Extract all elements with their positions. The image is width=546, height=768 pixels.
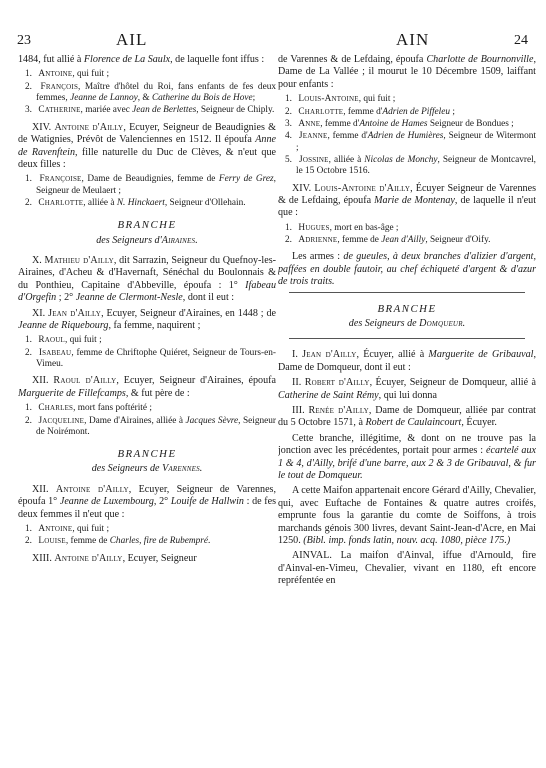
italic-text: Jeanne de Clermont-Nesle [75,292,183,304]
branch-heading: BRANCHE [117,219,177,232]
divider [289,292,525,293]
text-run: , de laquelle font iffus : [170,54,265,65]
small-caps-name: Jean d'Ailly [302,349,357,361]
italic-text: de gueules, à deux branches d'alizier d'argent, paffées en double fautoir, au chef échiqueté d'argent & d'azur de trois traits. [278,251,536,288]
text-run: , Dame de Domqueur, dont il eut : [278,349,536,373]
list-number: 2. [25,536,32,547]
list-number: 4. [285,131,292,142]
children-list [18,335,276,370]
branch-heading: BRANCHE [377,302,437,315]
paragraph [278,485,536,547]
paragraph [18,375,276,400]
text-run: , qui fuit ; [72,524,110,535]
paragraph [18,553,276,565]
list-item [18,69,276,80]
text-run: , Seigneur de Witermont ; [296,131,536,153]
text-run: , Écuyer. [461,417,497,429]
text-run: AINVAL. La maifon d'Ainval, iffue d'Arnould, fire d'Ainval-en-Vimeu, Chevalier, vivant en 1180, eft encore repréfentée en [278,550,536,587]
text-run: , 2° [153,496,171,508]
text-run: , Ecuyer, Seigneur de Varennes, époufa 1° [18,483,276,508]
list-number: 1. [25,174,32,185]
small-caps-name: François [40,81,79,92]
italic-text: Louife de Hallwin [170,496,244,508]
text-run: , & [137,93,152,104]
list-number: 1. [25,335,32,346]
small-caps-name: Jossine [299,154,329,165]
list-item [278,107,536,118]
text-run: , Dame de Beaudignies, femme de [81,174,219,185]
text-run: , dont il eut : [182,292,235,304]
italic-text: Jean de Berlettes [132,105,197,116]
text-run: 1484, fut allié à [18,54,84,65]
list-number: 5. [285,154,292,165]
list-item [278,155,536,178]
italic-text: N. Hinckaert [116,198,165,208]
text-run: , qui fuit ; [64,335,102,346]
children-list [278,223,536,247]
children-list [18,524,276,548]
list-number: 2. [25,198,32,208]
small-caps-name: Charlotte [298,106,344,117]
branch-subheading [278,318,536,330]
list-item [18,198,276,209]
page-number-left: 23 [17,33,31,48]
text-run: I. [292,349,303,361]
italic-text: Jeanne de Luxembourg [59,496,154,508]
branch-subheading [18,235,276,247]
small-caps-name: Varennes [162,463,200,475]
text-run: , Ecuyer, Seigneur de Beaudignies & de Watignies, Prévôt de Valenciennes en 1512. Il époufa [18,121,276,146]
running-head-left: AIL [116,30,148,49]
italic-text: Florence de La Saulx [83,54,171,65]
text-run: , Seigneur de Chiply. [196,105,275,116]
entry-ainval [278,550,536,587]
text-run: . [208,536,211,547]
list-number: 2. [285,106,292,117]
text-run: , qui lui donna [378,389,437,401]
italic-text: Marguerite de Fillefcamps [18,387,126,399]
italic-text: Ferry de Grez [218,174,274,185]
text-run: ; [252,93,256,104]
italic-text: Catherine du Bois de Hove [151,93,253,104]
small-caps-name: Françoise [39,174,82,185]
italic-text: des Seigneurs d' [96,234,162,246]
italic-text: Jean d'Ailly [381,235,426,246]
small-caps-name: Charlotte [38,198,84,208]
small-caps-name: Domqueur [419,317,463,329]
list-item [18,105,276,116]
small-caps-name: Robert d'Ailly [304,377,370,389]
text-run: , Ecuyer, Seigneur d'Airaines, époufa [116,375,276,387]
small-caps-name: Jeanne [298,131,328,142]
text-run: , Dame d'Airaines, alliée à [84,415,186,426]
list-item [278,131,536,154]
italic-text: Jacques Sèvre [185,415,239,426]
list-number: 2. [25,415,32,426]
text-run: , Seigneur d'Ollehain. [164,198,246,208]
text-run: , alliée à [328,154,365,165]
italic-text: Jeanne de Riquebourg [18,320,109,332]
text-run: , & fut père de : [125,387,190,399]
children-list [18,403,276,438]
italic-text: Ifabeau d'Orgefin [18,279,276,304]
text-run: , femme de [65,536,110,547]
small-caps-name: Catherine [38,105,81,116]
text-run: X. [32,255,45,266]
coat-of-arms [278,251,536,288]
text-run: , mort en bas-âge ; [329,222,399,233]
list-item [18,403,276,414]
small-caps-name: Hugues [298,222,330,233]
text-run: . [199,463,203,475]
text-run: II. [292,377,305,389]
list-number: 3. [25,105,32,116]
text-run: XI. [32,307,49,319]
paragraph [18,122,276,172]
italic-text: Robert de Caulaincourt [365,417,462,429]
text-run: , Seigneur de Noirémont. [36,415,276,437]
text-run: , Seigneur de Meulaert ; [36,174,276,196]
small-caps-name: Antoine [38,524,73,535]
children-list [18,69,276,116]
small-caps-name: Louis-Antoine [298,94,359,105]
small-caps-name: Adrienne [298,235,338,246]
text-run: Seigneur de Bondues ; [427,118,514,129]
small-caps-name: Raoul d'Ailly [53,375,117,387]
text-run: , femme d' [343,106,383,117]
text-run: , femme de Chriftophe Quiéret, Seigneur de Tours-en-Vimeu. [36,347,276,370]
italic-text: Catherine de Saint Rémy [278,389,379,401]
list-item [18,416,276,439]
list-number: 2. [25,347,32,358]
small-caps-name: Isabeau [38,347,72,358]
text-run: , Écuyer, allié à [356,349,429,361]
list-number: 2. [285,235,292,246]
text-run: , Seigneur d'Oify. [425,235,491,246]
list-number: 2. [25,81,32,92]
text-run: . [462,317,466,329]
children-list [18,174,276,209]
paragraph [18,255,276,305]
text-run: XIV. [32,121,55,133]
list-item [18,174,276,197]
small-caps-name: Renée d'Ailly [308,404,369,416]
text-run: , dit Sarrazin, Seigneur du Quefnoy-les-Airaines, d'Acheu & d'Havernaft, Sénéchal du Boulonnais & du Ponthieu, Capitaine d'Abbeville, époufa : 1° [18,255,276,291]
running-head-right: AIN [396,30,430,49]
text-run: , qui fuit ; [72,69,110,80]
text-run: , mariée avec [80,105,133,116]
small-caps-name: Antoine [38,69,73,80]
text-run: , Ecuyer, Seigneur [122,552,197,564]
text-run: , de laquelle il n'eut que : [278,194,536,219]
small-caps-name: Charles [38,403,74,414]
italic-text: Adrien de Humières [367,131,444,142]
list-item [18,536,276,547]
text-run: XIV. [292,182,315,194]
paragraph [278,433,536,483]
text-run: Cette branche, illégitime, & dont on ne trouve pas la jonction avec les précédentes, portait pour armes : [278,432,536,457]
list-number: 1. [285,94,292,105]
list-item [278,235,536,246]
text-run: , femme d' [327,131,368,142]
text-run: III. [292,404,309,416]
text-run: A cette Maifon appartenait encore Gérard d'Ailly, Chevalier, qui, avec Euftache de Fontaines & quatre autres croifés, emprunte fous la garantie du comte de Soiffons, à trois marchands génois 300 livres, devant Saint-Jean-d'Acre, en Mai 1250. [278,485,536,546]
text-run: , fa femme, naquirent ; [108,320,201,332]
right-column [278,54,536,762]
small-caps-name: Antoine d'Ailly [54,552,123,564]
paragraph [278,54,536,91]
small-caps-name: Airaines [161,234,196,246]
text-run: , mort fans poftérité ; [73,403,152,414]
text-run: , Dame de Domqueur, alliée par contrat du 5 Octobre 1571, à [278,404,536,429]
divider [289,338,525,339]
italic-text: Marguerite de Gribauval [428,349,534,361]
small-caps-name: Antoine d'Ailly [55,483,129,495]
text-run: XIII. [32,552,55,564]
small-caps-name: Raoul [38,335,65,346]
list-item [278,94,536,105]
small-caps-name: Louise [38,536,66,547]
list-item [18,348,276,371]
italic-text: (Bibl. imp. fonds latin, nouv. acq. 1080, pièce 175.) [303,534,511,546]
paragraph [278,377,536,402]
small-caps-name: Mathieu d'Ailly [44,255,114,266]
list-item [278,119,536,130]
list-item [18,524,276,535]
small-caps-name: Antoine d'Ailly [54,121,124,133]
list-number: 1. [285,222,292,233]
italic-text: des Seigneurs de [91,463,163,475]
text-run: , femme d' [320,118,360,129]
text-run: , femme de [337,235,382,246]
small-caps-name: Louis-Antoine d'Ailly [314,182,411,194]
text-run: : de fes deux femmes il n'eut que : [18,496,276,520]
small-caps-name: Anne [298,118,321,129]
italic-text: écartelé aux 1 & 4, d'Ailly, brifé d'une barre, aux 2 & 3 de Gribauval, & fur le tout de Domqueur. [278,445,536,481]
text-run: , alliée à [83,198,117,208]
list-item [278,223,536,234]
list-item [18,82,276,105]
small-caps-name: Jacqueline [38,415,85,426]
italic-text: Jeanne de Lannoy [70,93,138,104]
text-run: XII. [32,483,56,495]
paragraph [18,484,276,521]
paragraph [278,183,536,220]
text-run: . [195,234,198,246]
text-run: , Ecuyer, Seigneur d'Airaines, en 1448 ; de [101,307,276,319]
branch-heading: BRANCHE [117,448,177,461]
list-number: 3. [285,118,292,129]
italic-text: Nicolas de Monchy [364,154,438,165]
small-caps-name: Jean d'Ailly [48,307,102,319]
italic-text: Marie de Montenay [374,194,455,206]
text-run: , qui fuit ; [358,94,396,105]
text-run: , fille naturelle du Duc de Clèves, & n'eut que deux filles : [18,146,276,170]
paragraph [278,349,536,374]
branch-subheading [18,463,276,475]
children-list [278,94,536,177]
text-run: de Varennes & de Lefdaing, époufa [278,54,427,65]
list-number: 1. [25,69,32,80]
text-run: Les armes : [292,251,344,263]
paragraph [18,308,276,333]
italic-text: Anne de Ravenftein [18,134,276,158]
italic-text: Charlotte de Bournonville [426,54,534,65]
italic-text: Adrien de Piffeleu [382,106,451,117]
text-run: , Écuyer Seigneur de Varennes & de Lefdaing, époufa [278,182,536,206]
italic-text: Antoine de Hames [359,118,428,129]
text-run: ; [450,106,455,117]
text-run: , Seigneur de Montcavrel, le 15 Octobre 1516. [296,154,536,177]
paragraph [18,54,276,66]
page-number-right: 24 [514,33,528,48]
italic-text: des Seigneurs de [348,317,420,329]
list-number: 1. [25,524,32,535]
text-run: , Maître d'hôtel du Roi, fans enfants de fes deux femmes, [36,81,276,104]
left-column [18,54,276,762]
text-run: , Écuyer, Seigneur de Domqueur, allié à [369,377,536,389]
text-run: , Dame de La Vallée ; il mourut le 10 Décembre 1509, laiffant pour enfants : [278,54,536,90]
text-run: XII. [32,375,54,387]
list-item [18,335,276,346]
list-number: 1. [25,403,32,414]
italic-text: Charles, fire de Rubempré [109,536,209,547]
paragraph [278,405,536,430]
text-run: ; 2° [56,292,76,304]
